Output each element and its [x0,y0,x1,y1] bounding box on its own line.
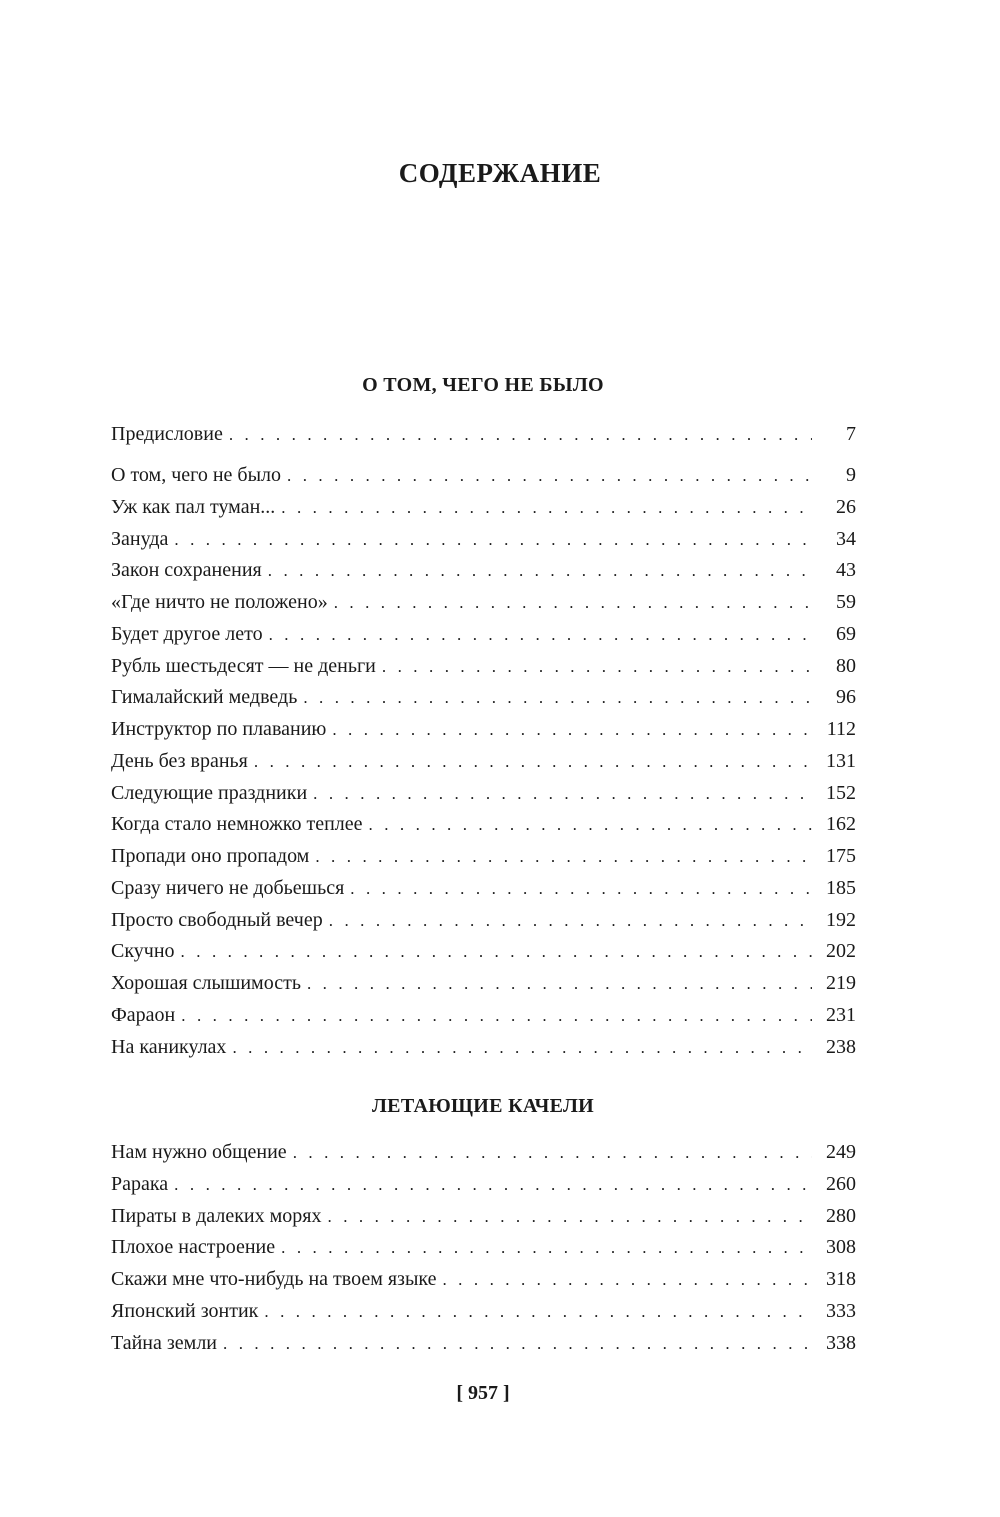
dot-leader [281,492,812,524]
toc-entry-title: Инструктор по плаванию [111,718,327,740]
toc-entry[interactable] [111,555,856,587]
toc-entry-title: Тайна земли [111,1331,217,1354]
toc-entry[interactable] [111,968,856,1000]
toc-entry[interactable] [111,419,856,451]
toc-entry[interactable] [111,841,856,873]
dot-leader [332,714,812,746]
toc-entry-title: Плохое настроение [111,1236,276,1259]
toc-list-section-1 [111,419,856,451]
toc-entry-title: Предисловие [111,423,223,445]
toc-entry-page: 26 [836,495,856,518]
dot-leader [269,619,812,651]
dot-leader [174,1169,812,1201]
toc-entry-page: 112 [826,718,856,740]
toc-entry-page: 34 [836,527,856,550]
toc-entry-title: Нам нужно общение [111,1141,287,1163]
toc-entry-title: Рубль шестьдесят — не деньги [111,654,376,677]
toc-entry[interactable] [111,714,856,746]
toc-entry-page: 69 [836,622,856,645]
dot-leader [315,841,812,873]
toc-entry[interactable] [111,1232,856,1264]
toc-entry-title: Когда стало немножко теплее [111,813,363,836]
toc-entry[interactable] [111,619,856,651]
dot-leader [307,968,812,1000]
toc-list-section-1-stories [111,460,856,1063]
dot-leader [229,419,812,451]
dot-leader [303,682,812,714]
toc-entry-page: 219 [826,972,856,994]
toc-entry-title: День без вранья [111,749,248,772]
dot-leader [329,905,812,937]
toc-entry[interactable] [111,1201,856,1233]
dot-leader [264,1296,812,1328]
toc-entry-page: 162 [826,813,856,836]
toc-entry-title: Закон сохранения [111,559,262,582]
toc-entry[interactable] [111,746,856,778]
toc-entry[interactable] [111,1328,856,1360]
toc-entry-title: Будет другое лето [111,622,263,645]
dot-leader [268,555,812,587]
page-title: СОДЕРЖАНИЕ [398,158,602,188]
toc-entry[interactable] [111,809,856,841]
toc-entry[interactable] [111,682,856,714]
toc-entry[interactable] [111,778,856,810]
dot-leader [174,524,812,556]
toc-entry-title: Скажи мне что-нибудь на твоем языке [111,1268,437,1290]
dot-leader [382,651,812,683]
dot-leader [181,936,812,968]
toc-entry-title: Гималайский медведь [111,686,298,709]
toc-entry[interactable] [111,492,856,524]
toc-entry-page: 280 [826,1204,856,1227]
toc-entry-page: 131 [826,749,856,772]
toc-entry[interactable] [111,1032,856,1064]
toc-entry[interactable] [111,1169,856,1201]
toc-entry-page: 308 [826,1236,856,1259]
toc-entry-page: 338 [826,1331,856,1354]
toc-entry[interactable] [111,1264,856,1296]
toc-entry[interactable] [111,936,856,968]
dot-leader [181,1000,812,1032]
toc-entry-title: На каникулах [111,1035,227,1058]
toc-entry-page: 185 [826,876,856,899]
toc-entry-page: 318 [826,1268,856,1290]
toc-entry-page: 175 [826,845,856,867]
toc-entry-page: 80 [836,654,856,677]
toc-entry-title: Пираты в далеких морях [111,1204,322,1227]
toc-entry-page: 9 [846,464,856,486]
toc-entry[interactable] [111,1296,856,1328]
toc-entry-title: Рарака [111,1172,169,1195]
toc-entry-page: 192 [826,908,856,931]
dot-leader [281,1232,812,1264]
dot-leader [287,460,812,492]
dot-leader [232,1032,812,1064]
toc-entry[interactable] [111,651,856,683]
page-number: [ 957 ] [456,1382,510,1404]
toc-entry-title: Сразу ничего не добьешься [111,876,345,899]
toc-entry-title: Уж как пал туман... [111,495,276,518]
toc-entry-title: Хорошая слышимость [111,972,301,994]
toc-entry[interactable] [111,1000,856,1032]
section-heading: ЛЕТАЮЩИЕ КАЧЕЛИ [371,1095,595,1117]
toc-entry-title: «Где ничто не положено» [111,591,328,613]
dot-leader [313,778,812,810]
toc-entry-page: 202 [826,940,856,963]
dot-leader [442,1264,812,1296]
dot-leader [369,809,812,841]
toc-entry-title: Зануда [111,527,169,550]
dot-leader [254,746,812,778]
dot-leader [350,873,812,905]
toc-entry[interactable] [111,1137,856,1169]
toc-entry-page: 152 [826,781,856,804]
toc-entry-page: 43 [836,559,856,582]
toc-entry[interactable] [111,524,856,556]
toc-entry-title: Следующие праздники [111,781,308,804]
toc-entry-page: 59 [836,591,856,613]
toc-entry-page: 231 [826,1003,856,1026]
toc-entry-page: 238 [826,1035,856,1058]
toc-entry-title: Фараон [111,1003,176,1026]
toc-entry-title: Просто свободный вечер [111,908,323,931]
dot-leader [334,587,812,619]
toc-entry-title: Пропади оно пропадом [111,845,310,867]
toc-list-section-2 [111,1137,856,1359]
dot-leader [223,1328,812,1360]
toc-entry-page: 260 [826,1172,856,1195]
toc-entry-page: 7 [846,423,856,445]
toc-entry-page: 333 [826,1299,856,1322]
section-heading: О ТОМ, ЧЕГО НЕ БЫЛО [362,374,604,396]
toc-entry[interactable] [111,587,856,619]
toc-entry[interactable] [111,873,856,905]
toc-entry-page: 96 [836,686,856,709]
toc-entry[interactable] [111,460,856,492]
toc-entry[interactable] [111,905,856,937]
dot-leader [293,1137,812,1169]
toc-entry-title: Скучно [111,940,175,963]
dot-leader [328,1201,813,1233]
toc-entry-title: О том, чего не было [111,464,282,486]
toc-entry-page: 249 [826,1141,856,1163]
toc-entry-title: Японский зонтик [111,1299,259,1322]
